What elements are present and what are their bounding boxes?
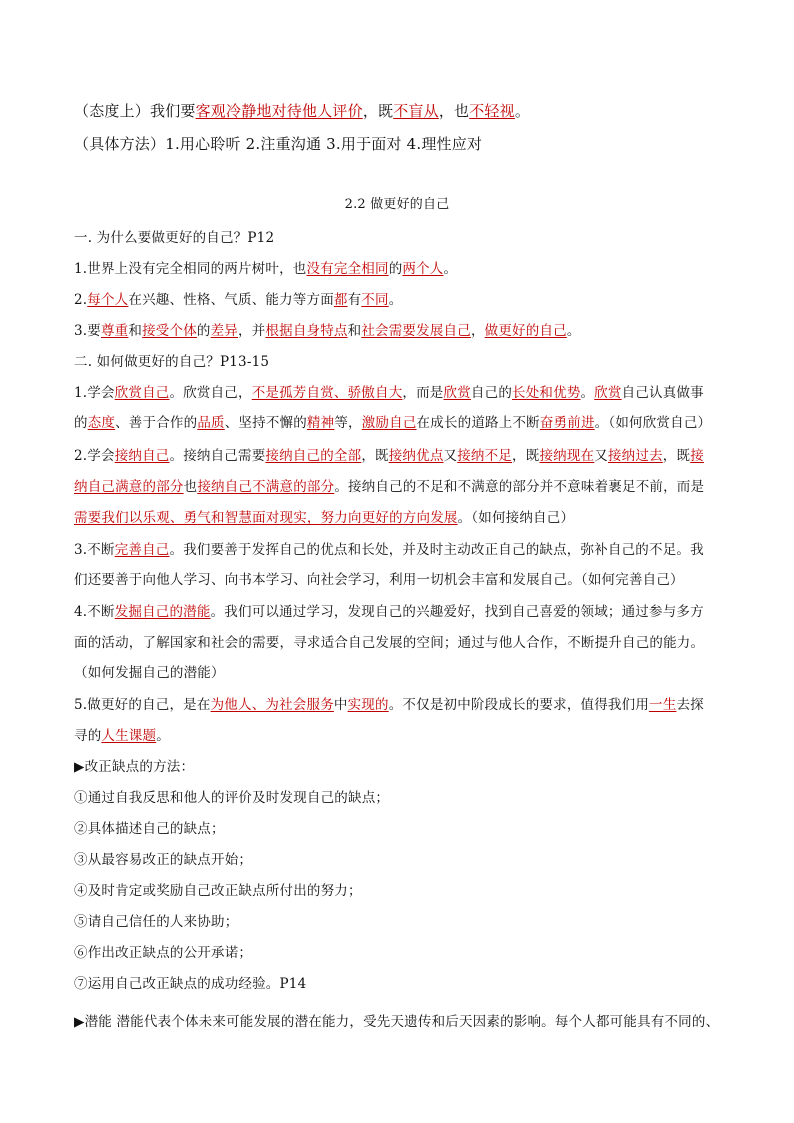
highlight: 差异 [210, 323, 239, 339]
text: 。 [443, 261, 458, 277]
highlight: 长处和优势 [512, 385, 581, 401]
text: ，而是 [402, 385, 444, 401]
text: 等， [334, 415, 362, 431]
highlight: 激励自己 [361, 415, 417, 431]
text: 。 [580, 385, 595, 401]
q2-answer-1-line-2 [74, 413, 724, 433]
highlight: 接纳过去 [607, 448, 663, 464]
text: 、善于合作的 [115, 415, 198, 431]
highlight: 每个人 [87, 292, 129, 308]
text: 。 [566, 323, 581, 339]
highlight: 品质 [197, 415, 225, 431]
text: 和 [128, 323, 143, 339]
text: 自己的 [470, 385, 513, 401]
highlight: 接纳自己的全部 [265, 448, 362, 464]
text: 1.学会 [74, 385, 115, 401]
text: 又 [594, 448, 608, 464]
text: 在成长的道路上不断 [416, 415, 540, 431]
text: 4.不断 [74, 604, 115, 620]
fix-method-item: ③从最容易改正的缺点开始； [74, 852, 253, 868]
highlight: 接纳优点 [388, 448, 444, 464]
text: ，既 [362, 102, 394, 120]
highlight: 不同 [361, 292, 389, 308]
q2-answer-4-line-3: （如何发掘自己的潜能） [74, 665, 225, 681]
highlight: 不轻视 [469, 102, 515, 120]
q2-answer-1-line-1 [74, 383, 724, 403]
text: 有 [347, 292, 362, 308]
text: 也 [183, 479, 198, 495]
fix-method-item: ①通过自我反思和他人的评价及时发现自己的缺点； [74, 790, 390, 806]
text: 的 [74, 415, 88, 431]
highlight: 精神 [306, 415, 335, 431]
highlight: 完善自己 [114, 542, 170, 558]
highlight: 态度 [87, 415, 116, 431]
highlight: 接纳自己 [114, 448, 170, 464]
highlight: 为他人、为社会服务 [210, 697, 334, 713]
question-2-heading: 二. 如何做更好的自己？P13-15 [74, 354, 270, 370]
text: 的 [388, 261, 403, 277]
highlight: 奋勇前进 [539, 415, 595, 431]
text: 。（如何欣赏自己） [594, 415, 712, 431]
highlight: 纳自己满意的部分 [74, 479, 184, 495]
fix-methods-heading: ▶改正缺点的方法： [74, 759, 195, 775]
fix-method-item: ⑦运用自己改正缺点的成功经验。P14 [74, 976, 307, 992]
text: ，也 [438, 102, 470, 120]
highlight: 欣赏 [594, 385, 622, 401]
text: 3.要 [74, 323, 101, 339]
highlight: 根据自身特点 [265, 323, 348, 339]
highlight: 人生课题 [101, 728, 157, 744]
highlight: 接纳不足 [457, 448, 513, 464]
text: 。 [388, 292, 403, 308]
highlight: 没有完全相同 [306, 261, 389, 277]
fix-method-item: ⑤请自己信任的人来协助； [74, 914, 239, 930]
highlight: 一生 [649, 697, 677, 713]
text: 。欣赏自己， [169, 385, 252, 401]
text: ，并 [238, 323, 266, 339]
highlight: 欣赏 [443, 385, 471, 401]
potential-paragraph: ▶潜能 潜能代表个体未来可能发展的潜在能力，受先天遗传和后天因素的影响。每个人都可能具有不同的、 [74, 1014, 720, 1030]
text: 在兴趣、性格、气质、能力等方面 [128, 292, 334, 308]
methods-line: （具体方法）1.用心聆听 2.注重沟通 3.用于面对 4.理性应对 [74, 135, 483, 153]
q1-point-2 [74, 290, 724, 310]
text: 2. [74, 292, 88, 308]
text: 、坚持不懈的 [224, 415, 307, 431]
highlight: 两个人 [402, 261, 444, 277]
text: ，既 [512, 448, 540, 464]
fix-method-item: ②具体描述自己的缺点； [74, 821, 225, 837]
q2-answer-4-line-1 [74, 602, 724, 622]
q2-answer-5-line-2 [74, 726, 724, 746]
text: 。接纳自己的不足和不满意的部分并不意味着裹足不前，而是 [334, 479, 705, 495]
text: ，既 [361, 448, 389, 464]
text: 5.做更好的自己，是在 [74, 697, 211, 713]
text: 。不仅是初中阶段成长的要求，值得我们用 [388, 697, 650, 713]
text: ，既 [662, 448, 691, 464]
fix-method-item: ⑥作出改正缺点的公开承诺； [74, 945, 253, 961]
text: 和 [347, 323, 362, 339]
text: 3.不断 [74, 542, 115, 558]
text: 中 [333, 697, 348, 713]
highlight: 客观冷静地对待他人评价 [195, 102, 363, 120]
text: 。接纳自己需要 [169, 448, 266, 464]
text: 。（如何接纳自己） [457, 510, 575, 526]
highlight: 尊重 [100, 323, 129, 339]
highlight: 欣赏自己 [114, 385, 170, 401]
highlight: 社会需要发展自己 [361, 323, 471, 339]
q2-answer-2-line-1 [74, 446, 724, 466]
text: 自己认真做事 [621, 385, 704, 401]
attitude-line [74, 101, 724, 121]
text: 的 [196, 323, 211, 339]
highlight: 实现的 [347, 697, 389, 713]
q2-answer-2-line-2 [74, 477, 724, 497]
q2-answer-2-line-3 [74, 508, 724, 528]
question-1-heading: 一. 为什么要做更好的自己？P12 [74, 230, 275, 246]
text: 。 [156, 728, 170, 744]
text: （态度上）我们要 [74, 102, 196, 120]
q2-answer-4-line-2: 面的活动，了解国家和社会的需要，寻求适合自己发展的空间；通过与他人合作，不断提升自己的能力。 [74, 635, 705, 651]
text: ， [470, 323, 485, 339]
text: 。我们要善于发挥自己的优点和长处，并及时主动改正自己的缺点，弥补自己的不足。我 [169, 542, 704, 558]
text: 2.学会 [74, 448, 115, 464]
highlight: 做更好的自己 [484, 323, 567, 339]
highlight: 接 [690, 448, 704, 464]
q2-answer-3-line-2: 们还要善于向他人学习、向书本学习、向社会学习，利用一切机会丰富和发展自己。（如何完善自己） [74, 572, 684, 588]
highlight: 不盲从 [393, 102, 439, 120]
q2-answer-3-line-1 [74, 540, 724, 560]
text: 去探 [676, 697, 704, 713]
highlight: 需要我们以乐观、勇气和智慧面对现实，努力向更好的方向发展 [74, 510, 458, 526]
highlight: 接纳现在 [539, 448, 595, 464]
highlight: 不是孤芳自赏、骄傲自大 [251, 385, 403, 401]
highlight: 接纳自己不满意的部分 [197, 479, 335, 495]
text: 又 [443, 448, 458, 464]
text: 寻的 [74, 728, 102, 744]
section-title: 2.2 做更好的自己 [344, 197, 450, 212]
text: 。我们可以通过学习，发现自己的兴趣爱好，找到自己喜爱的领域；通过参与多方 [210, 604, 704, 620]
q1-point-1 [74, 259, 724, 279]
text: 1.世界上没有完全相同的两片树叶，也 [74, 261, 307, 277]
highlight: 发掘自己的潜能 [114, 604, 211, 620]
highlight: 接受个体 [142, 323, 197, 339]
q2-answer-5-line-1 [74, 695, 724, 715]
fix-method-item: ④及时肯定或奖励自己改正缺点所付出的努力； [74, 883, 362, 899]
text: 。 [514, 102, 531, 120]
q1-point-3 [74, 321, 724, 341]
highlight: 都 [333, 292, 348, 308]
